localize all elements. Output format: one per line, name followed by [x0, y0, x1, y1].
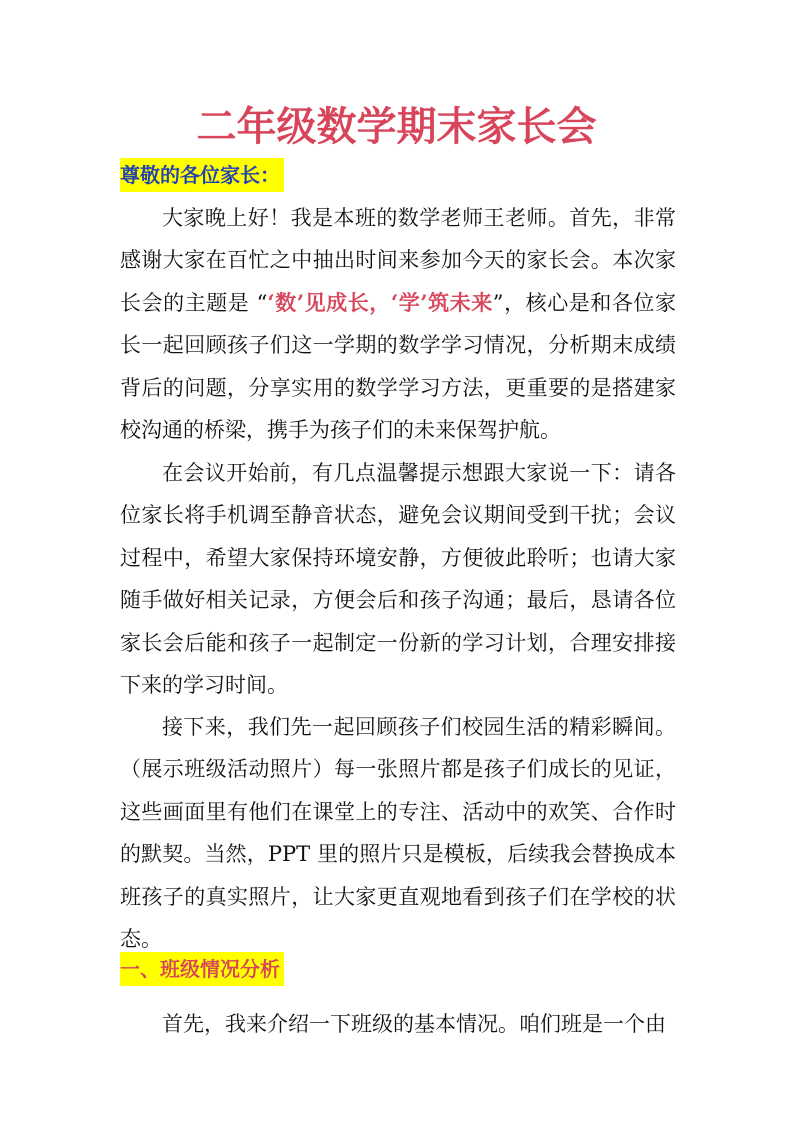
- section-heading-class-analysis: 一、班级情况分析: [120, 952, 284, 986]
- page-title: 二年级数学期末家长会: [196, 103, 597, 150]
- intro-paragraph: [120, 197, 676, 451]
- meeting-theme: ‘数’见成长，‘学’筑未来: [267, 289, 493, 315]
- reminder-paragraph: 在会议开始前，有几点温馨提示想跟大家说一下：请各位家长将手机调至静音状态，避免会议期间受到干扰；会议过程中，希望大家保持环境安静，方便彼此聆听；也请大家随手做好相关记录，方便会后和孩子沟通；最后，恳请各位家长会后能和孩子一起制定一份新的学习计划，合理安排接下来的学习时间。: [120, 461, 676, 698]
- intro-text-after: ”，核心是和各位家长一起回顾孩子们这一学期的数学学习情况，分析期末成绩背后的问题，分享实用的数学学习方法，更重要的是搭建家校沟通的桥梁，携手为孩子们的未来保驾护航。: [120, 290, 676, 443]
- intro-text-before: 大家晚上好！我是本班的数学老师王老师。首先，非常感谢大家在百忙之中抽出时间来参加今天的家长会。本次家长会的主题是 “: [120, 206, 676, 315]
- class-intro-paragraph: 首先，我来介绍一下班级的基本情况。咱们班是一个由: [162, 1012, 666, 1036]
- greeting-heading: 尊敬的各位家长：: [120, 158, 284, 192]
- photo-review-paragraph: 接下来，我们先一起回顾孩子们校园生活的精彩瞬间。（展示班级活动照片）每一张照片都是孩子们成长的见证，这些画面里有他们在课堂上的专注、活动中的欢笑、合作时的默契。当然，PPT 里的照片只是模板，后续我会替换成本班孩子的真实照片，让大家更直观地看到孩子们在学校的状态。: [120, 715, 676, 952]
